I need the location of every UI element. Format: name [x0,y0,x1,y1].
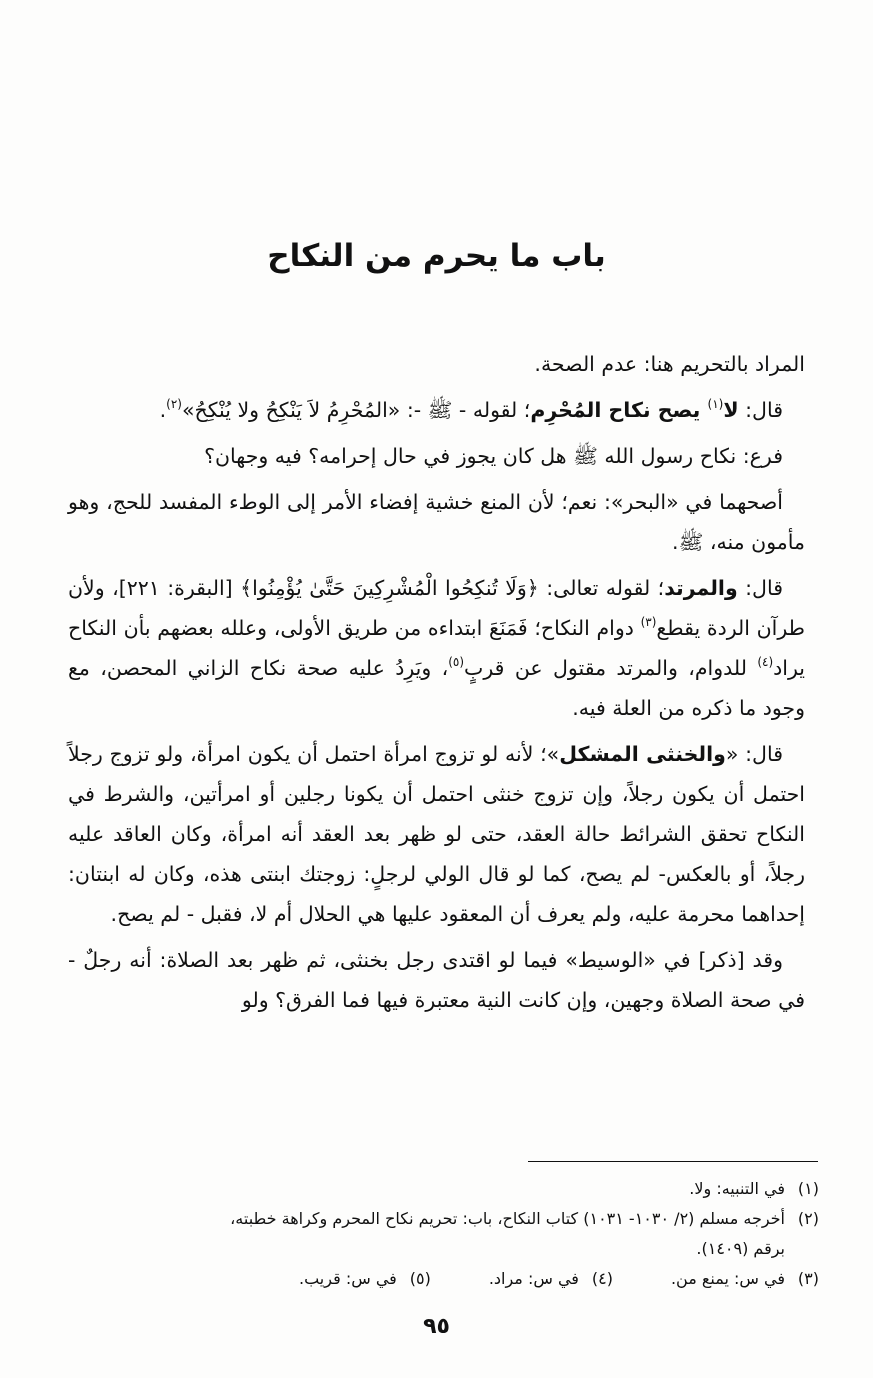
footnote-row [60,1264,819,1294]
footnote-number: (٢) [797,1209,819,1228]
text-run: فرع: نكاح رسول الله ﷺ هل كان يجوز في حال إحرامه؟ فيه وجهان؟ [204,444,783,468]
paragraph [68,734,805,934]
footnote-ref: (١) [707,397,724,411]
footnote-text: أخرجه مسلم (٢/ ١٠٣٠- ١٠٣١) كتاب النكاح، باب: تحريم نكاح المحرم وكراهة خطبته، [230,1209,785,1228]
footnote-ref: (٣) [640,615,657,629]
paragraph [68,344,805,384]
footnote-2-continued: برقم (١٤٠٩). [696,1239,785,1258]
footnote-1 [60,1174,819,1204]
text-run: أصحهما في «البحر»: نعم؛ لأن المنع خشية إفضاء الأمر إلى الوطء المفسد للحج، وهو مأمون منه، ﷺ. [68,490,805,554]
text-run: »؛ لأنه لو تزوج امرأة احتمل أن يكون امرأة، ولو تزوج رجلاً احتمل أن يكون رجلاً، وإن تزوج خنثى احتمل أن يكونا رجلين أو امرأتين، والشرط في النكاح تحقق الشرائط حالة العقد، حتى لو ظهر بعد العقد أنه امرأة، وكان العاقد عليه رجلاً، أو بالعكس- لم يصح، كما لو قال الولي لرجلٍ: زوجتك ابنتى هذه، وكان له ابنتان: إحداهما محرمة عليه، ولم يعرف أن المعقود عليها هي الحلال أم لا، فقبل - لم يصح. [68,742,805,926]
text-run: ؛ لقوله تعالى: ﴿وَلَا تُنكِحُوا الْمُشْرِكِينَ حَتَّىٰ يُؤْمِنُوا﴾ [البقرة: ٢٢١]، ولأن طرآن الردة يقطع [68,576,805,640]
text-run: وقد [ذكر] في «الوسيط» فيما لو اقتدى رجل بخنثى، ثم ظهر بعد الصلاة: أنه رجلٌ - في صحة الصلاة وجهين، وإن كانت النية معتبرة فيها فما الفرق؟ ولو [68,948,805,1012]
footnote-text: في التنبيه: ولا. [689,1179,785,1198]
bold-text: لا [723,398,739,422]
text-run: دوام النكاح؛ فَمَنَعَ ابتداءه من طريق الأولى، وعلله بعضهم بأن النكاح يراد [68,616,805,680]
footnote-ref: (٤) [757,655,774,669]
paragraph [68,568,805,728]
page-number: ٩٥ [423,1314,450,1339]
bold-text: والخنثى المشكل [559,742,726,766]
text-run: للدوام، والمرتد مقتول عن قربٍ [464,656,758,680]
footnote-text: في س: يمنع من. [670,1269,785,1288]
footnote-number: (١) [797,1179,819,1198]
paragraph [68,482,805,562]
footnotes [60,1174,819,1294]
text-run: ؛ لقوله - ﷺ -: «المُحْرِمُ لاَ يَنْكِحُ ولا يُنْكِحُ» [181,398,531,422]
chapter-title: باب ما يحرم من النكاح [267,238,606,274]
footnote-5 [299,1264,431,1294]
bold-text: والمرتد [664,576,738,600]
footnote-ref: (٥) [448,655,465,669]
main-text [68,344,805,1026]
footnote-separator [528,1161,818,1162]
footnote-number: (٣) [797,1269,819,1288]
paragraph [68,390,805,430]
text-run: قال: « [725,742,784,766]
footnote-2 [60,1204,819,1234]
footnote-3 [671,1264,819,1294]
paragraph [68,940,805,1020]
paragraph [68,436,805,476]
footnote-text: في س: قريب. [299,1269,397,1288]
text-run: قال: [738,398,783,422]
text-run: . [159,398,167,422]
text-run: ، ويَرِدُ عليه صحة نكاح الزاني المحصن، مع وجود ما ذكره من العلة فيه. [68,656,805,720]
text-run: المراد بالتحريم هنا: عدم الصحة. [534,352,805,376]
footnote-text: في س: مراد. [488,1269,579,1288]
bold-text: يصح نكاح المُحْرِم [530,398,708,422]
footnote-number: (٥) [409,1269,431,1288]
text-run: قال: [737,576,783,600]
footnote-4 [489,1264,613,1294]
footnote-number: (٤) [591,1269,613,1288]
footnote-ref: (٢) [166,397,182,411]
